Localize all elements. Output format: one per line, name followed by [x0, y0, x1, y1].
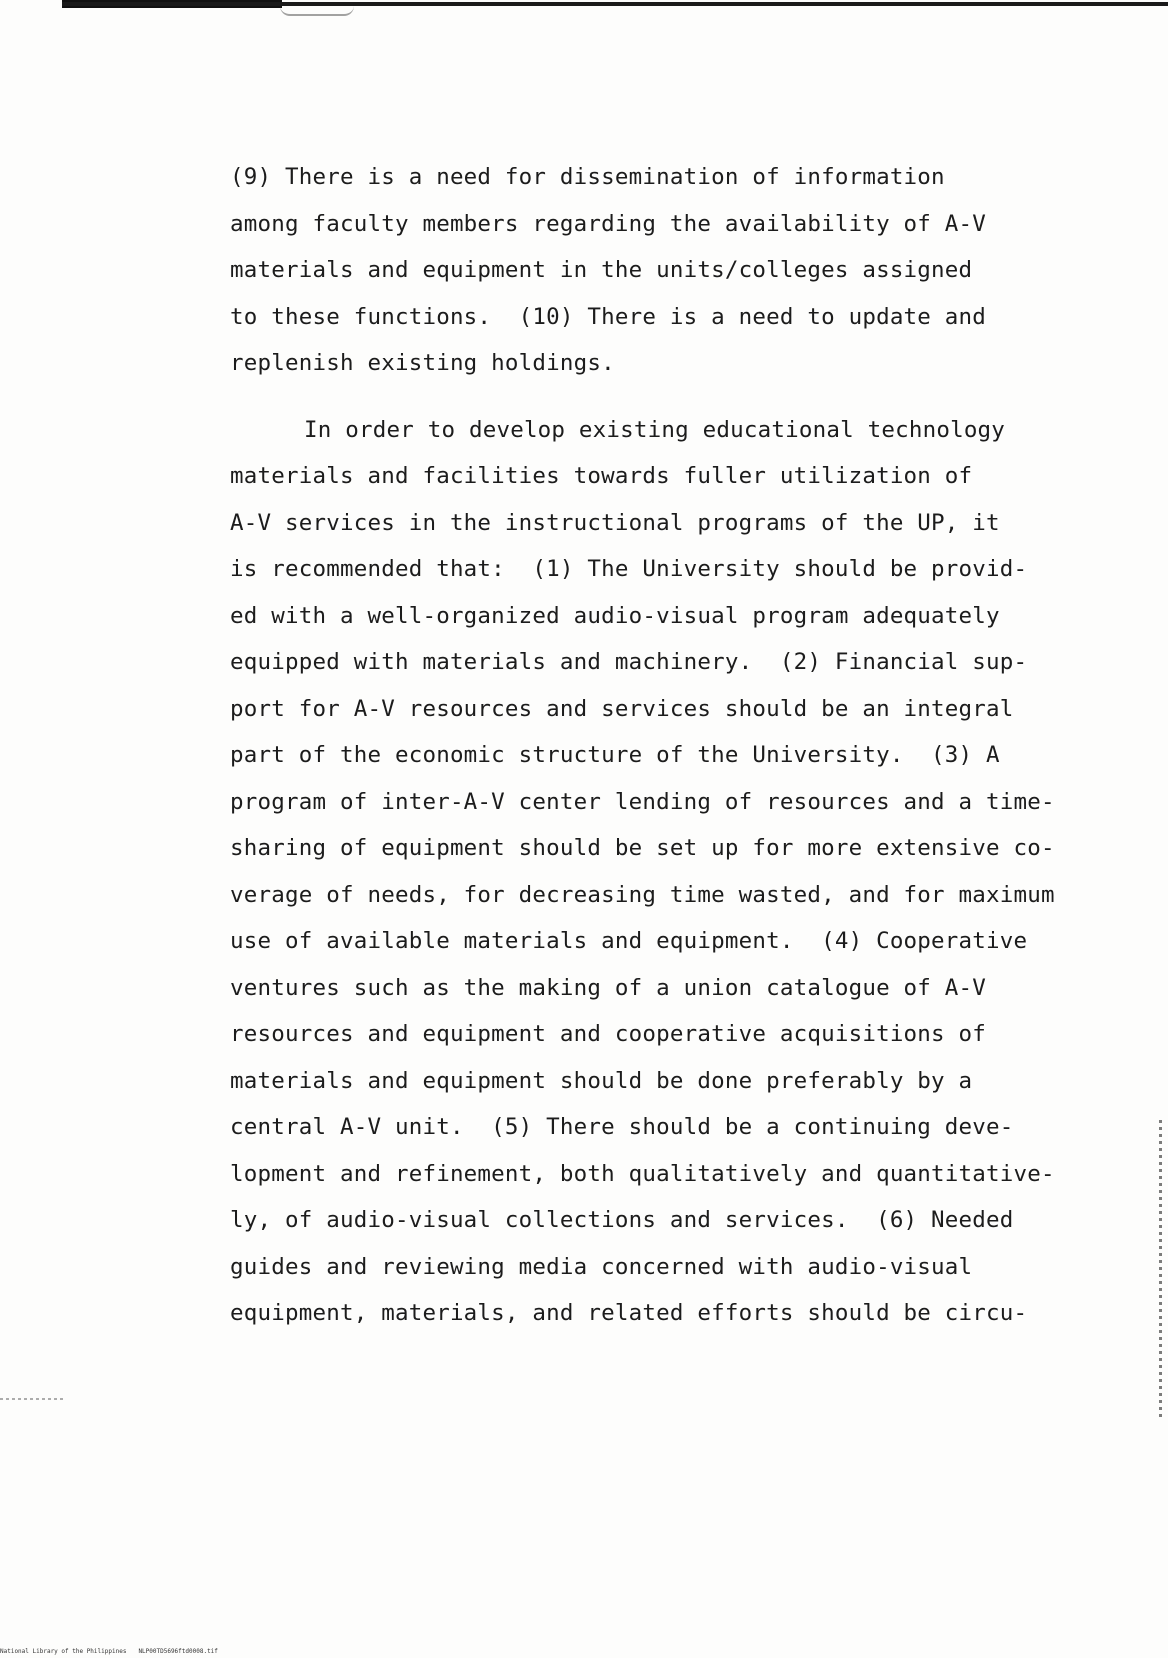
text-line: program of inter-A-V center lending of resources and a time-	[230, 788, 1055, 815]
text-line: resources and equipment and cooperative acquisitions of	[230, 1021, 987, 1047]
typed-text-body	[230, 154, 1110, 1337]
text-line: materials and equipment in the units/colleges assigned	[230, 257, 973, 283]
text-line: (9) There is a need for dissemination of information	[230, 164, 945, 190]
text-line: lopment and refinement, both qualitatively and quantitative-	[230, 1160, 1055, 1187]
footer-library: National Library of the Philippines	[0, 1648, 127, 1655]
text-line: sharing of equipment should be set up for more extensive co-	[230, 835, 1055, 861]
text-line: materials and facilities towards fuller utilization of	[230, 463, 973, 489]
text-line: In order to develop existing educational technology	[304, 416, 1006, 443]
text-line: guides and reviewing media concerned with audio-visual	[230, 1253, 973, 1280]
text-line: use of available materials and equipment. (4) Cooperative	[230, 928, 1028, 954]
footer-filename: NLP00TD5696ftd0008.tif	[138, 1648, 218, 1655]
scan-smudge	[280, 6, 354, 16]
text-line: replenish existing holdings.	[230, 350, 615, 376]
scan-right-edge-artifact	[1159, 1120, 1162, 1420]
text-line: equipment, materials, and related efforts should be circu-	[230, 1300, 1028, 1326]
text-line: among faculty members regarding the availability of A-V	[230, 210, 987, 237]
text-line: central A-V unit. (5) There should be a continuing deve-	[230, 1114, 1014, 1140]
text-line: port for A-V resources and services should be an integral	[230, 695, 1014, 722]
text-line: ventures such as the making of a union catalogue of A-V	[230, 974, 987, 1001]
paragraph-1	[230, 154, 1110, 387]
text-line: part of the economic structure of the University. (3) A	[230, 742, 1000, 768]
scan-left-edge-artifact	[0, 1398, 66, 1400]
paragraph-2	[230, 407, 1110, 1337]
text-line: ed with a well-organized audio-visual program adequately	[230, 602, 1000, 629]
text-line: A-V services in the instructional programs of the UP, it	[230, 509, 1000, 536]
text-line: materials and equipment should be done preferably by a	[230, 1067, 973, 1094]
scan-top-edge-line	[62, 2, 1168, 6]
scan-footer	[0, 1648, 230, 1655]
text-line: is recommended that: (1) The University should be provid-	[230, 556, 1028, 582]
text-line: ly, of audio-visual collections and services. (6) Needed	[230, 1207, 1014, 1233]
paragraph-gap	[230, 387, 1110, 407]
text-line: verage of needs, for decreasing time wasted, and for maximum	[230, 881, 1055, 908]
text-line: equipped with materials and machinery. (2) Financial sup-	[230, 649, 1028, 675]
text-line: to these functions. (10) There is a need to update and	[230, 303, 987, 330]
